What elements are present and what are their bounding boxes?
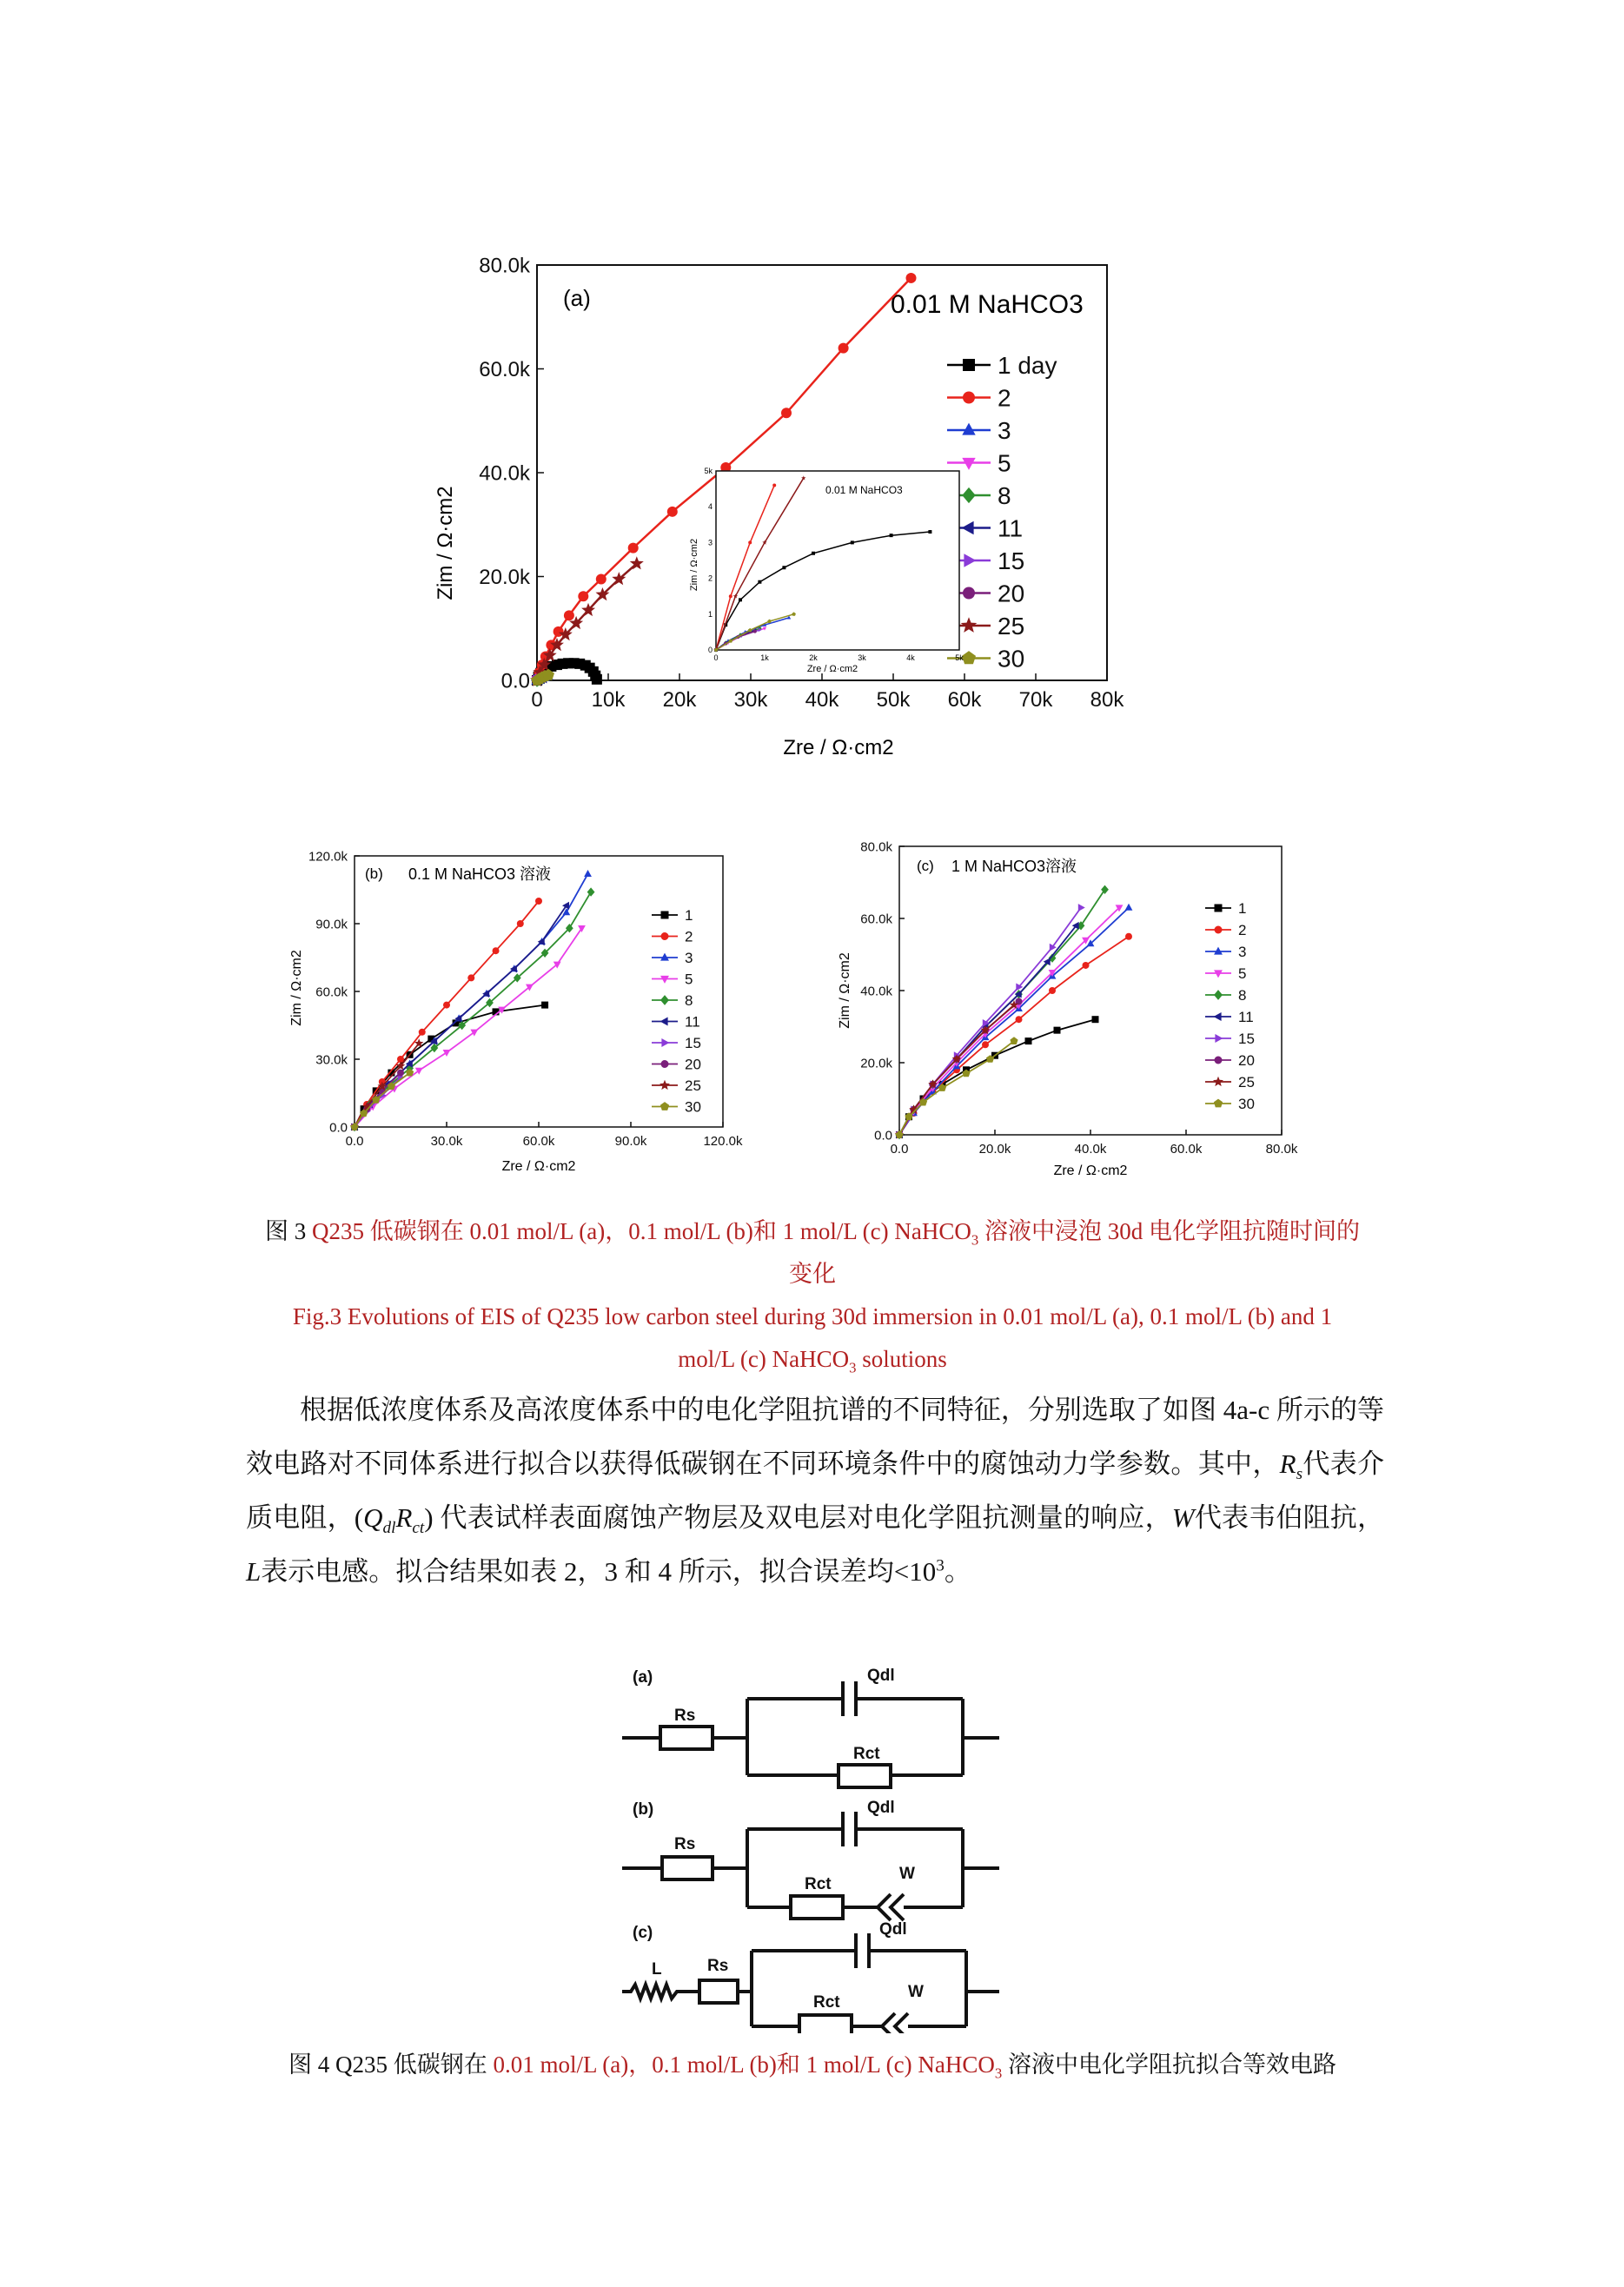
x-tick-label: 80.0k bbox=[1265, 1142, 1298, 1157]
series-15-point bbox=[1078, 904, 1085, 911]
plot-a-inset bbox=[689, 467, 964, 674]
legend-marker bbox=[1213, 1077, 1223, 1086]
y-tick-label: 80.0k bbox=[479, 254, 530, 278]
inset-series-2-point bbox=[729, 594, 732, 598]
series-11-point bbox=[562, 902, 569, 910]
inset-title: 0.01 M NaHCO3 bbox=[825, 484, 903, 496]
legend-marker bbox=[660, 1018, 668, 1026]
x-tick-label: 60.0k bbox=[522, 1134, 555, 1149]
series-2-point bbox=[982, 1041, 989, 1048]
para-s4: 代表韦伯阻抗， bbox=[1194, 1502, 1384, 1533]
plot-b-legend bbox=[652, 907, 701, 1116]
legend-marker bbox=[1215, 926, 1223, 934]
plot-b-frame bbox=[355, 856, 723, 1127]
legend-marker bbox=[1214, 1099, 1223, 1108]
body-paragraph bbox=[246, 1383, 1384, 1599]
series-30-point bbox=[1010, 1037, 1017, 1044]
circuit-a bbox=[622, 1681, 999, 1787]
legend-label: 1 day bbox=[998, 352, 1057, 380]
series-1-point bbox=[592, 674, 602, 685]
x-tick-label: 60k bbox=[947, 688, 982, 712]
circuit-b-rs-label: Rs bbox=[674, 1835, 696, 1853]
series-2-point bbox=[467, 974, 474, 981]
inset-y-tick-label: 5k bbox=[704, 467, 713, 475]
inset-series-1-point bbox=[851, 540, 854, 544]
legend-label: 25 bbox=[685, 1077, 701, 1095]
inset-y-tick-label: 2 bbox=[707, 573, 713, 583]
figure-3a bbox=[417, 243, 1164, 791]
figure-4-caption bbox=[235, 2044, 1390, 2086]
y-tick-label: 80.0k bbox=[860, 839, 892, 855]
inset-ylabel: Zim / Ω·cm2 bbox=[689, 538, 699, 592]
legend-label: 5 bbox=[685, 971, 693, 988]
inset-x-tick-label: 1k bbox=[760, 653, 769, 662]
legend-label: 15 bbox=[1238, 1031, 1255, 1048]
legend-marker bbox=[963, 587, 975, 600]
plot-a-xlabel: Zre / Ω·cm2 bbox=[783, 736, 894, 759]
legend-marker bbox=[1214, 947, 1223, 955]
para-q-sub: dl bbox=[382, 1519, 396, 1538]
series-3-point bbox=[1125, 904, 1133, 911]
plot-a-legend bbox=[947, 352, 1057, 673]
legend-label: 30 bbox=[685, 1098, 701, 1116]
circuit-b-w-label: W bbox=[899, 1865, 915, 1883]
circuit-a-label: (a) bbox=[633, 1668, 653, 1687]
series-15-point bbox=[1050, 944, 1057, 951]
caption-en-post: solutions bbox=[856, 1346, 947, 1372]
series-2-line bbox=[899, 937, 1129, 1135]
circuit-c-label: (c) bbox=[633, 1924, 653, 1942]
series-2-point bbox=[535, 898, 542, 905]
y-tick-label: 0.0 bbox=[329, 1120, 348, 1136]
plot-c-title: 1 M NaHCO3溶液 bbox=[951, 858, 1077, 875]
series-2-point bbox=[1049, 987, 1056, 994]
legend-marker bbox=[961, 617, 978, 633]
plot-c-legend bbox=[1205, 900, 1255, 1112]
circuit-b bbox=[622, 1812, 999, 1920]
legend-label: 8 bbox=[998, 482, 1011, 510]
inset-series-2-point bbox=[748, 540, 752, 544]
circuit-a-qdl-label: Qdl bbox=[867, 1667, 895, 1685]
series-2-point bbox=[493, 947, 500, 954]
legend-label: 3 bbox=[998, 417, 1011, 445]
series-2-point bbox=[628, 543, 639, 554]
para-q: Q bbox=[363, 1502, 383, 1533]
series-5-point bbox=[470, 1030, 478, 1037]
figure-3-caption-cn bbox=[235, 1210, 1390, 1253]
legend-label: 15 bbox=[998, 547, 1025, 575]
circuit-a-rs-label: Rs bbox=[674, 1707, 696, 1725]
figure-3b bbox=[278, 847, 765, 1186]
series-2-point bbox=[1016, 1016, 1023, 1023]
legend-label: 20 bbox=[685, 1056, 701, 1073]
plot-c-frame bbox=[899, 846, 1282, 1135]
caption-en-sub: 3 bbox=[849, 1359, 857, 1376]
inset-x-tick-label: 5k bbox=[955, 653, 964, 662]
figure-3-caption-en-line2 bbox=[235, 1338, 1390, 1381]
legend-label: 3 bbox=[1238, 944, 1247, 961]
legend-label: 2 bbox=[1238, 922, 1247, 939]
series-5-point bbox=[443, 1050, 451, 1057]
legend-label: 11 bbox=[998, 514, 1024, 542]
inset-series-20-point bbox=[753, 630, 757, 633]
legend-marker bbox=[661, 1038, 669, 1047]
x-tick-label: 80k bbox=[1090, 688, 1124, 712]
x-tick-label: 10k bbox=[591, 688, 626, 712]
circuit-c-qdl-label: Qdl bbox=[879, 1920, 907, 1939]
legend-label: 11 bbox=[685, 1013, 700, 1031]
inset-y-tick-label: 4 bbox=[707, 502, 713, 512]
legend-marker bbox=[1214, 970, 1223, 978]
legend-marker bbox=[1214, 1012, 1222, 1021]
inset-series-1-point bbox=[890, 534, 893, 537]
legend-label: 1 bbox=[1238, 900, 1247, 918]
plot-a-panel-label: (a) bbox=[563, 285, 591, 311]
inset-series-1-point bbox=[782, 566, 785, 569]
paragraph-text bbox=[246, 1383, 1384, 1599]
series-2-point bbox=[1083, 962, 1090, 969]
legend-label: 2 bbox=[685, 928, 693, 945]
legend-marker bbox=[660, 976, 669, 984]
circuit-c bbox=[622, 1933, 999, 2033]
circuit-b-qdl-label: Qdl bbox=[867, 1799, 895, 1817]
y-tick-label: 120.0k bbox=[308, 849, 348, 865]
circuit-a-rct-label: Rct bbox=[853, 1745, 880, 1763]
inset-xlabel: Zre / Ω·cm2 bbox=[806, 664, 858, 674]
x-tick-label: 70k bbox=[1018, 688, 1053, 712]
series-2-point bbox=[578, 591, 588, 601]
circuit-c-w bbox=[882, 2013, 895, 2033]
legend-marker bbox=[962, 521, 974, 534]
figure-3-caption-tail: 溶液中浸泡 30d 电化学阻抗随时间的 bbox=[978, 1218, 1360, 1244]
plot-b-panel-label: (b) bbox=[365, 865, 383, 882]
y-tick-label: 20.0k bbox=[479, 565, 530, 589]
para-rs-sub: s bbox=[1296, 1465, 1303, 1484]
x-tick-label: 120.0k bbox=[703, 1134, 743, 1149]
legend-marker bbox=[1215, 1034, 1223, 1043]
legend-label: 5 bbox=[998, 449, 1011, 477]
figure-4-caption-sub: 3 bbox=[994, 2065, 1003, 2082]
para-s1: 根据低浓度体系及高浓度体系中的电化学阻抗谱的不同特征，分别选取了如图 4a-c 所示的等效电路对不同体系进行拟合以获得低碳钢在不同环境条件中的腐蚀动力学参数。其中， bbox=[246, 1395, 1384, 1479]
series-2-point bbox=[596, 573, 607, 584]
series-1-point bbox=[1025, 1037, 1032, 1044]
series-2-point bbox=[553, 626, 564, 637]
plot-b-title: 0.1 M NaHCO3 溶液 bbox=[408, 865, 552, 883]
plot-c-marks bbox=[895, 885, 1133, 1140]
y-tick-label: 40.0k bbox=[860, 984, 892, 999]
legend-label: 20 bbox=[1238, 1052, 1255, 1070]
inset-series-1-point bbox=[758, 580, 761, 584]
legend-marker bbox=[964, 554, 976, 567]
legend-marker bbox=[1214, 990, 1223, 1000]
series-2-point bbox=[1125, 933, 1132, 940]
inset-series-2-point bbox=[772, 483, 776, 487]
para-rct-sub: ct bbox=[412, 1519, 425, 1538]
figure-3-caption bbox=[235, 1210, 1390, 1381]
series-1-point bbox=[1092, 1016, 1099, 1023]
para-rct: R bbox=[395, 1502, 413, 1533]
inset-x-tick-label: 0 bbox=[713, 653, 719, 662]
y-tick-label: 60.0k bbox=[479, 357, 530, 381]
x-tick-label: 40k bbox=[805, 688, 839, 712]
legend-marker bbox=[661, 932, 669, 940]
legend-marker bbox=[1215, 905, 1223, 912]
y-tick-label: 20.0k bbox=[860, 1056, 892, 1071]
para-s2: 代表介质电阻，( bbox=[246, 1448, 1384, 1533]
circuit-b-label: (b) bbox=[633, 1800, 654, 1819]
inset-y-tick-label: 1 bbox=[707, 609, 713, 619]
para-l: L bbox=[246, 1556, 262, 1587]
legend-label: 8 bbox=[1238, 987, 1247, 1004]
series-1-line bbox=[355, 1005, 545, 1127]
series-2-point bbox=[667, 507, 678, 517]
figure-4-circuits bbox=[608, 1651, 1017, 2033]
x-tick-label: 0.0 bbox=[345, 1134, 364, 1149]
plot-b-ylabel: Zim / Ω·cm2 bbox=[289, 950, 304, 1026]
figure-3c bbox=[830, 834, 1316, 1182]
para-rs: R bbox=[1279, 1448, 1296, 1479]
x-tick-label: 50k bbox=[876, 688, 911, 712]
legend-label: 20 bbox=[998, 580, 1025, 607]
series-2-point bbox=[906, 273, 917, 283]
circuit-c-l-label: L bbox=[652, 1960, 662, 1979]
plot-b-marks bbox=[350, 870, 595, 1131]
legend-label: 3 bbox=[685, 950, 693, 967]
y-tick-label: 0.0 bbox=[874, 1128, 892, 1144]
y-tick-label: 40.0k bbox=[479, 461, 530, 486]
inset-frame bbox=[716, 471, 959, 650]
series-1-point bbox=[541, 1002, 548, 1009]
circuit-c-rs-label: Rs bbox=[707, 1957, 729, 1975]
legend-marker bbox=[661, 1060, 669, 1068]
legend-label: 8 bbox=[685, 992, 693, 1010]
inset-y-tick-label: 0 bbox=[707, 646, 713, 654]
inset-series-1-point bbox=[928, 530, 931, 534]
figure-4-caption-tail: 溶液中电化学阻抗拟合等效电路 bbox=[1002, 2052, 1336, 2078]
circuit-b-rs bbox=[662, 1857, 713, 1879]
legend-marker bbox=[660, 1102, 669, 1110]
legend-marker bbox=[1215, 1057, 1223, 1064]
figure-3-caption-cn-line2: 变化 bbox=[789, 1261, 836, 1287]
para-w: W bbox=[1171, 1502, 1195, 1533]
figure-3-caption-body: Q235 低碳钢在 0.01 mol/L (a)，0.1 mol/L (b)和 1 mol/L (c) NaHCO bbox=[311, 1218, 971, 1244]
caption-sub: 3 bbox=[971, 1231, 979, 1249]
caption-en-pre: mol/L (c) NaHCO bbox=[678, 1346, 850, 1372]
legend-marker bbox=[963, 392, 975, 404]
series-1-point bbox=[1054, 1027, 1061, 1034]
x-tick-label: 20k bbox=[662, 688, 697, 712]
circuit-b-rct-label: Rct bbox=[805, 1875, 832, 1893]
circuit-c-inductor bbox=[622, 1985, 699, 1999]
plot-c-ticks bbox=[860, 839, 1298, 1157]
legend-marker bbox=[962, 423, 975, 435]
legend-label: 15 bbox=[685, 1035, 701, 1052]
circuit-c-rs bbox=[699, 1980, 738, 2003]
series-20-point bbox=[397, 1070, 404, 1077]
series-3-point bbox=[584, 870, 592, 877]
para-s6: 。 bbox=[944, 1556, 971, 1587]
x-tick-label: 30k bbox=[733, 688, 768, 712]
legend-label: 25 bbox=[998, 613, 1025, 640]
y-tick-label: 60.0k bbox=[315, 984, 348, 1000]
legend-marker bbox=[962, 458, 975, 470]
para-s3: ) 代表试样表面腐蚀产物层及双电层对电化学阻抗测量的响应， bbox=[424, 1502, 1172, 1533]
circuit-c-rct-label: Rct bbox=[813, 1993, 840, 2012]
plot-a-ylabel: Zim / Ω·cm2 bbox=[434, 486, 457, 600]
legend-marker bbox=[660, 995, 669, 1005]
series-5-line bbox=[355, 928, 582, 1127]
y-tick-label: 90.0k bbox=[315, 917, 348, 932]
legend-label: 25 bbox=[1238, 1074, 1255, 1091]
legend-marker bbox=[660, 1080, 670, 1090]
figure-4-caption-body: 0.01 mol/L (a)，0.1 mol/L (b)和 1 mol/L (c) NaHCO bbox=[493, 2052, 995, 2078]
plot-c-xlabel: Zre / Ω·cm2 bbox=[1053, 1163, 1128, 1178]
series-11-point bbox=[1072, 922, 1079, 930]
inset-series-1-point bbox=[812, 552, 815, 555]
legend-marker bbox=[661, 911, 669, 919]
series-5-point bbox=[415, 1068, 423, 1075]
legend-marker bbox=[962, 487, 975, 503]
figure-3-caption-en-line1: Fig.3 Evolutions of EIS of Q235 low carbon steel during 30d immersion in 0.01 mol/L (a), 0.1 mol/L (b) and 1 bbox=[292, 1303, 1333, 1329]
para-s5: 表示电感。拟合结果如表 2，3 和 4 所示，拟合误差均<10 bbox=[261, 1556, 937, 1587]
x-tick-label: 60.0k bbox=[1170, 1142, 1203, 1157]
figure-4-caption-prefix: 图 4 Q235 低碳钢在 bbox=[288, 2052, 494, 2078]
legend-label: 11 bbox=[1238, 1009, 1254, 1026]
series-2-point bbox=[443, 1002, 450, 1009]
x-tick-label: 0 bbox=[531, 688, 543, 712]
plot-a-title: 0.01 M NaHCO3 bbox=[891, 290, 1084, 319]
series-2-point bbox=[564, 610, 574, 620]
x-tick-label: 40.0k bbox=[1074, 1142, 1107, 1157]
series-2-point bbox=[839, 343, 849, 354]
inset-series-1-point bbox=[739, 598, 742, 601]
circuit-c-w-label: W bbox=[908, 1983, 924, 2001]
circuit-b-rct bbox=[791, 1896, 843, 1919]
y-tick-label: 0.0 bbox=[500, 669, 530, 693]
x-tick-label: 20.0k bbox=[978, 1142, 1011, 1157]
circuit-a-rct bbox=[839, 1765, 891, 1787]
x-tick-label: 30.0k bbox=[430, 1134, 463, 1149]
legend-marker bbox=[963, 359, 975, 371]
figure-3-caption-prefix: 图 3 bbox=[264, 1218, 312, 1244]
legend-label: 30 bbox=[998, 645, 1025, 673]
legend-label: 5 bbox=[1238, 965, 1247, 983]
plot-b-xlabel: Zre / Ω·cm2 bbox=[501, 1159, 576, 1174]
plot-c-ylabel: Zim / Ω·cm2 bbox=[838, 952, 852, 1029]
inset-y-tick-label: 3 bbox=[707, 538, 713, 547]
legend-marker bbox=[660, 953, 669, 961]
legend-label: 1 bbox=[685, 907, 693, 925]
series-2-point bbox=[419, 1029, 426, 1036]
inset-x-tick-label: 3k bbox=[858, 653, 866, 662]
circuit-c-rct bbox=[799, 2015, 852, 2033]
legend-label: 30 bbox=[1238, 1096, 1255, 1113]
y-tick-label: 60.0k bbox=[860, 911, 892, 927]
x-tick-label: 0.0 bbox=[890, 1142, 909, 1157]
inset-x-tick-label: 4k bbox=[906, 653, 915, 662]
x-tick-label: 90.0k bbox=[614, 1134, 647, 1149]
legend-marker bbox=[962, 651, 976, 664]
series-2-point bbox=[517, 920, 524, 927]
plot-c-panel-label: (c) bbox=[917, 858, 934, 874]
para-sup: 3 bbox=[936, 1556, 945, 1575]
legend-label: 2 bbox=[998, 384, 1011, 412]
series-1-line bbox=[899, 1019, 1096, 1135]
circuit-a-rs bbox=[660, 1727, 713, 1749]
inset-x-tick-label: 2k bbox=[809, 653, 818, 662]
y-tick-label: 30.0k bbox=[315, 1052, 348, 1068]
series-2-point bbox=[781, 408, 792, 418]
